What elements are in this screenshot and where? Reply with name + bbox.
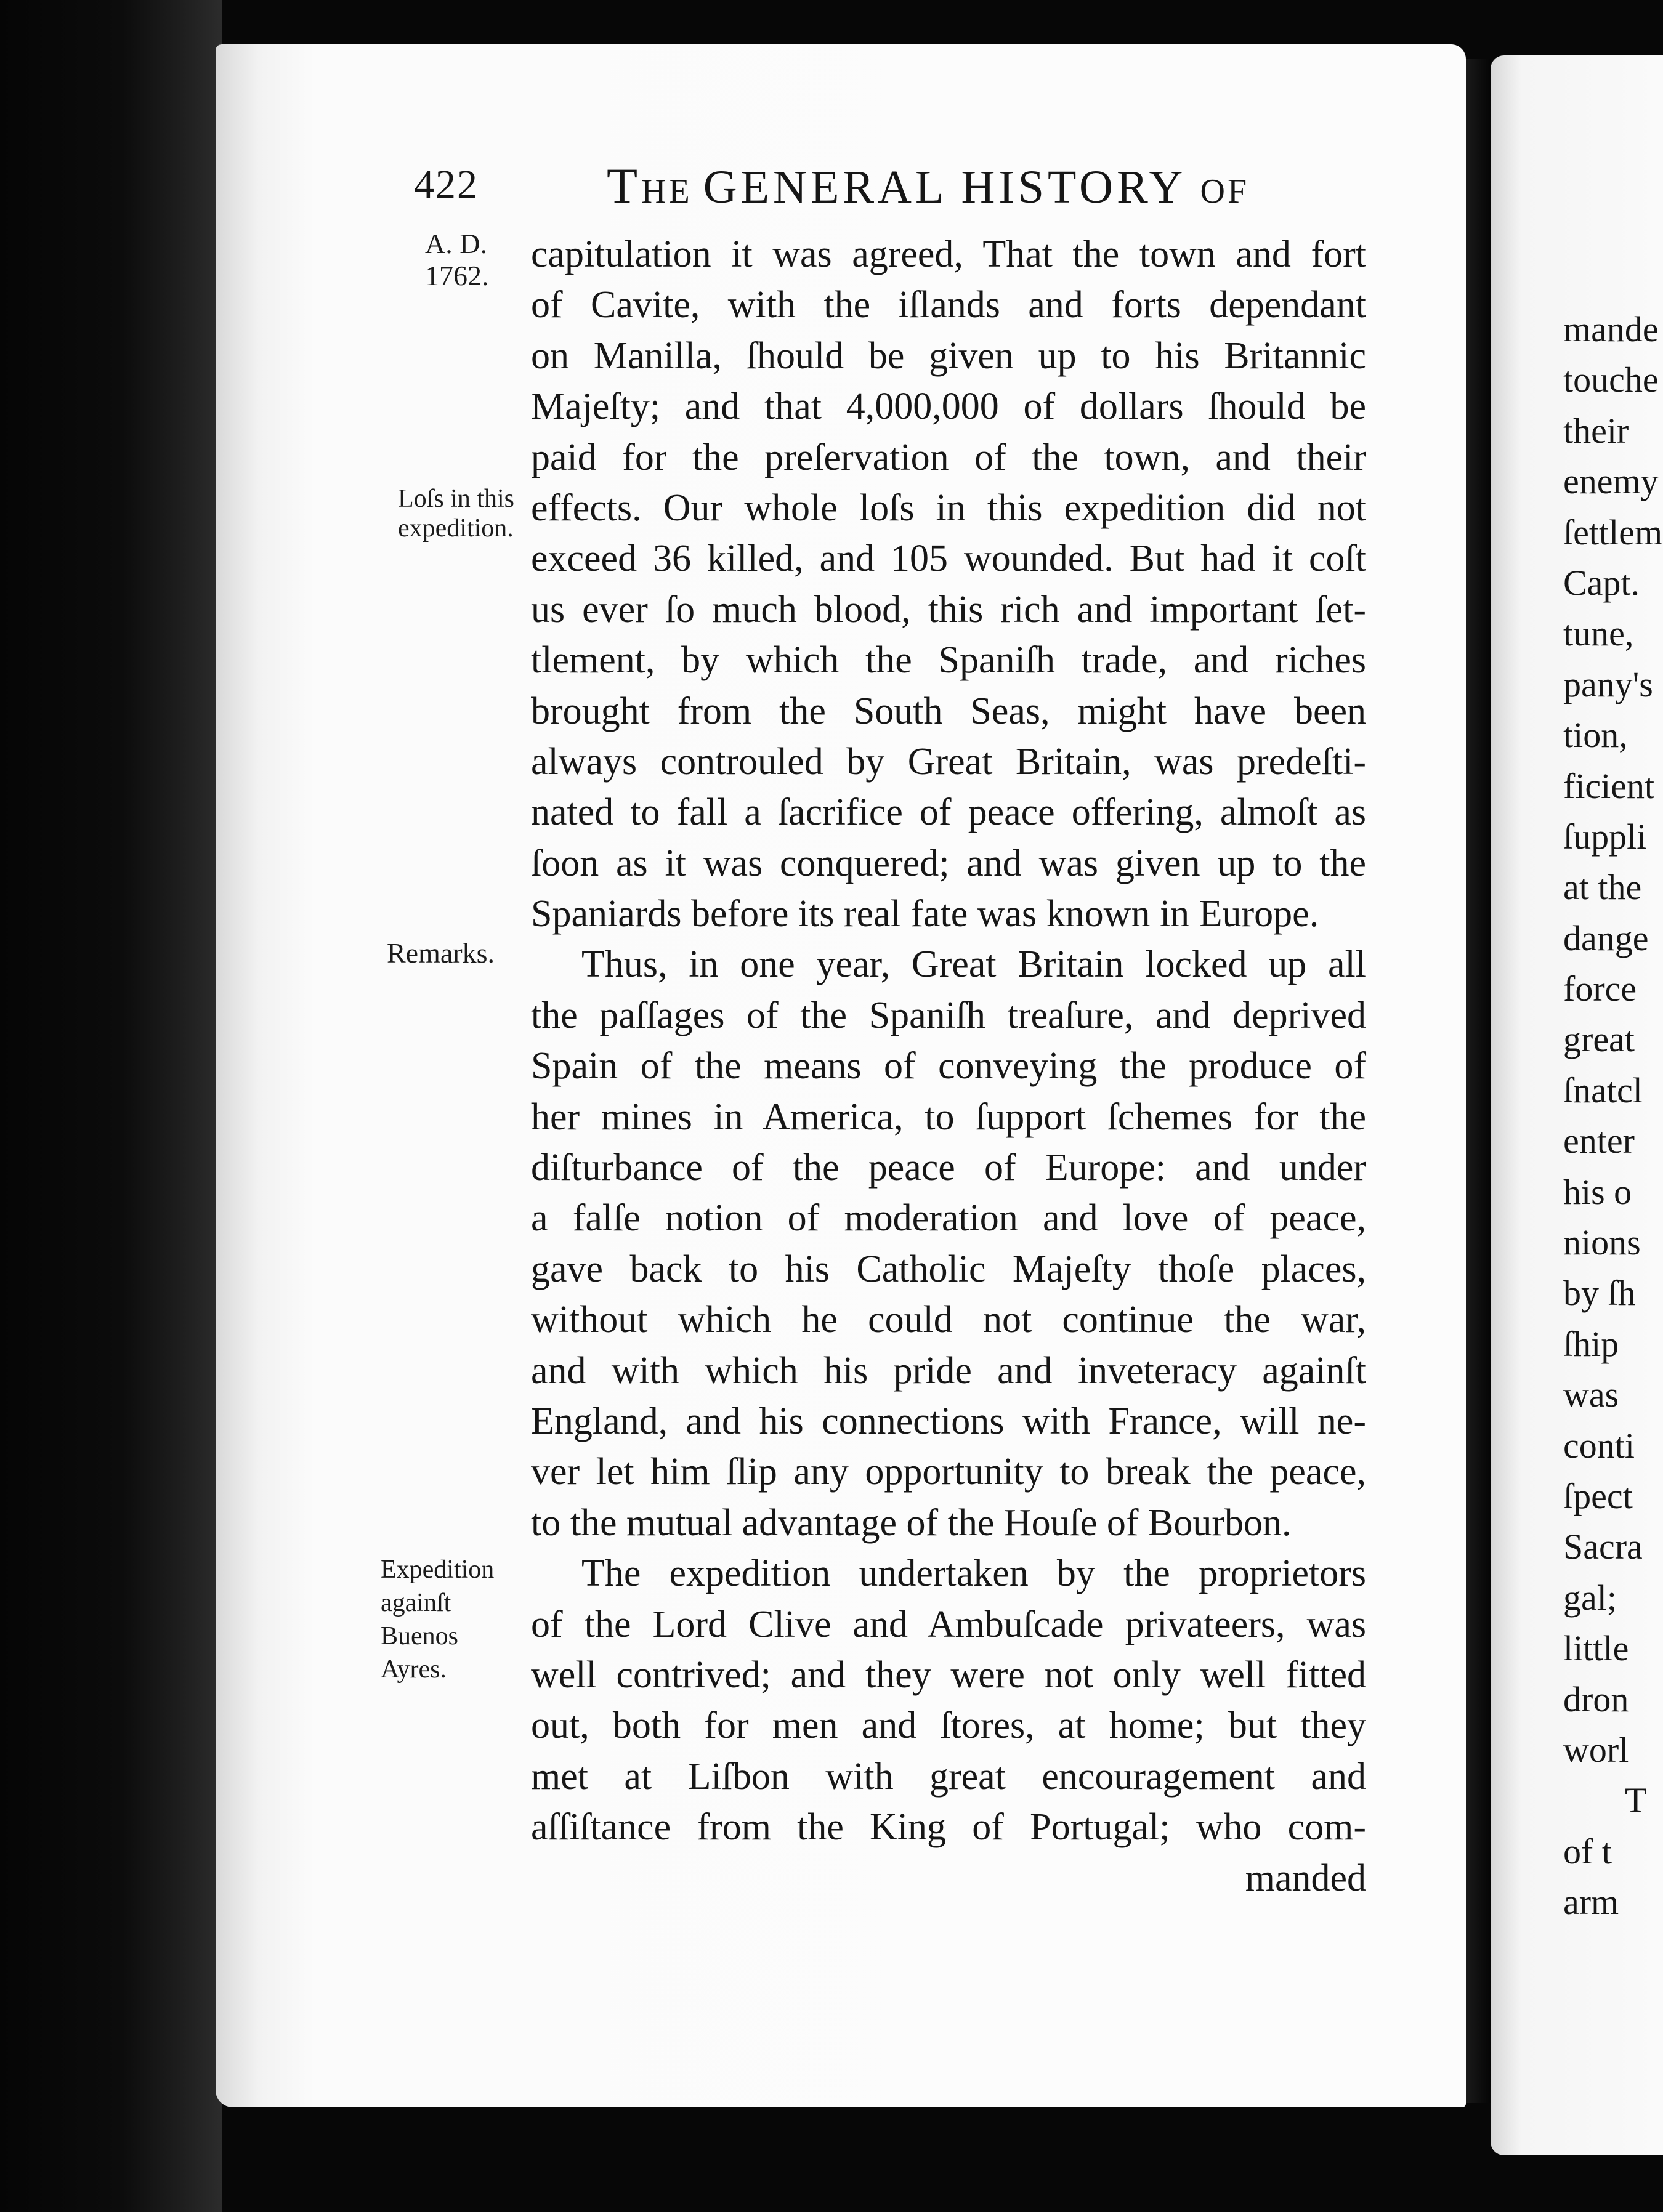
right-page-line: worl (1563, 1729, 1629, 1770)
right-page-line: Sacra (1563, 1527, 1643, 1567)
right-page-line: Capt. (1563, 562, 1640, 603)
margin-note-line: Ayres. (381, 1655, 447, 1684)
text-line: without which he could not continue the war, (531, 1299, 1366, 1341)
right-page-fragment (1491, 55, 1663, 2155)
right-page-line: ſhip (1563, 1323, 1619, 1364)
text-line: ſoon as it was conquered; and was given up to the (531, 842, 1366, 884)
page-number: 422 (414, 162, 479, 207)
margin-note-remarks (387, 937, 495, 969)
text-line: always controuled by Great Britain, was predeſti- (531, 740, 1366, 783)
text-line: the paſſages of the Spaniſh treaſure, and deprived (531, 994, 1366, 1036)
right-page-line: their (1563, 410, 1629, 451)
text-line: us ever ſo much blood, this rich and important ſet- (531, 588, 1366, 631)
text-line: manded (1245, 1857, 1366, 1899)
text-line: exceed 36 killed, and 105 wounded. But had it coſt (531, 538, 1366, 580)
text-line: tlement, by which the Spaniſh trade, and riches (531, 639, 1366, 682)
book-spine-shadow (0, 0, 222, 2212)
right-page-line: ſnatcl (1563, 1070, 1643, 1110)
right-page-line: little (1563, 1628, 1629, 1669)
text-line: a falſe notion of moderation and love of peace, (531, 1197, 1366, 1240)
running-head-part: OF (1200, 172, 1250, 211)
running-head (607, 157, 1249, 212)
right-page-line: pany's (1563, 664, 1653, 704)
right-page-line: was (1563, 1374, 1619, 1415)
margin-note-line: A. D. (425, 228, 487, 259)
text-line: of Cavite, with the iſlands and forts dependant (531, 284, 1366, 326)
text-line: England, and his connections with France, will ne- (531, 1400, 1366, 1442)
margin-note-year (425, 228, 489, 292)
text-line: gave back to his Catholic Majeſty thoſe places, (531, 1248, 1366, 1290)
right-page-line: of t (1563, 1831, 1612, 1871)
running-head-part: HE (641, 172, 703, 211)
text-line: to the mutual advantage of the Houſe of Bourbon. (531, 1501, 1292, 1544)
right-page-line: gal; (1563, 1577, 1617, 1618)
right-page-line: his o (1563, 1171, 1632, 1212)
right-page-line: mande (1563, 309, 1659, 349)
right-page-line: tune, (1563, 613, 1634, 654)
text-line: on Manilla, ſhould be given up to his Britannic (531, 334, 1366, 377)
body-text (531, 229, 1366, 1903)
running-head-part: GENERAL HISTORY (703, 161, 1200, 213)
margin-note-line: Buenos (381, 1622, 458, 1650)
text-line: diſturbance of the peace of Europe: and under (531, 1147, 1366, 1189)
right-page-line: enemy (1563, 461, 1659, 502)
right-page-line: ſettlem (1563, 512, 1663, 552)
right-page-line: dron (1563, 1679, 1629, 1719)
margin-note-expedition (381, 1553, 494, 1686)
text-line: well contrived; and they were not only well fitted (531, 1653, 1366, 1696)
margin-note-line: Expedition (381, 1556, 495, 1584)
text-line: The expedition undertaken by the proprietors (581, 1552, 1366, 1595)
text-line: paid for the preſervation of the town, and their (531, 436, 1366, 478)
margin-note-loss (398, 484, 514, 543)
page-gutter (1466, 59, 1491, 2103)
text-line: brought from the South Seas, might have been (531, 690, 1366, 732)
right-page-text (1563, 304, 1662, 1928)
running-head-part: T (607, 158, 642, 214)
right-page-line: tion, (1563, 715, 1628, 756)
text-line: out, both for men and ſtores, at home; but they (531, 1705, 1366, 1747)
right-page-line: by ſh (1563, 1273, 1636, 1314)
margin-note-line: Remarks. (387, 937, 495, 969)
text-line: of the Lord Clive and Ambuſcade privateers, was (531, 1603, 1366, 1645)
text-line: nated to fall a ſacrifice of peace offering, almoſt as (531, 791, 1366, 834)
right-page-line: ſuppli (1563, 816, 1647, 857)
margin-note-line: Loſs in this (398, 485, 515, 513)
text-line: Spaniards before its real fate was known in Europe. (531, 893, 1319, 935)
text-line: effects. Our whole loſs in this expedition did not (531, 486, 1366, 529)
right-page-line: enter (1563, 1121, 1635, 1161)
text-line: aſſiſtance from the King of Portugal; who com- (531, 1806, 1366, 1849)
right-page-line: touche (1563, 360, 1659, 400)
margin-note-line: againſt (381, 1589, 451, 1617)
right-page-line: nions (1563, 1222, 1641, 1263)
right-page-line: arm (1563, 1882, 1619, 1923)
text-line: ver let him ſlip any opportunity to break the peace, (531, 1451, 1366, 1493)
right-page-line: T (1625, 1780, 1647, 1821)
right-page-line: ſpect (1563, 1475, 1633, 1516)
margin-note-line: expedition. (398, 514, 514, 543)
right-page-line: conti (1563, 1425, 1635, 1466)
text-line: her mines in America, to ſupport ſchemes for the (531, 1096, 1366, 1138)
text-line: met at Liſbon with great encouragement and (531, 1755, 1366, 1798)
margin-note-line: 1762. (425, 260, 489, 291)
text-line: Thus, in one year, Great Britain locked up all (581, 943, 1366, 986)
right-page-line: at the (1563, 867, 1642, 908)
right-page-line: ficient (1563, 765, 1655, 806)
text-line: Spain of the means of conveying the produce of (531, 1045, 1366, 1088)
text-line: Majeſty; and that 4,000,000 of dollars ſhould be (531, 385, 1366, 428)
right-page-line: dange (1563, 918, 1649, 958)
text-line: capitulation it was agreed, That the town and fort (531, 233, 1366, 275)
right-page-line: great (1563, 1019, 1635, 1060)
right-page-line: force (1563, 969, 1637, 1009)
text-line: and with which his pride and inveteracy againſt (531, 1349, 1366, 1392)
